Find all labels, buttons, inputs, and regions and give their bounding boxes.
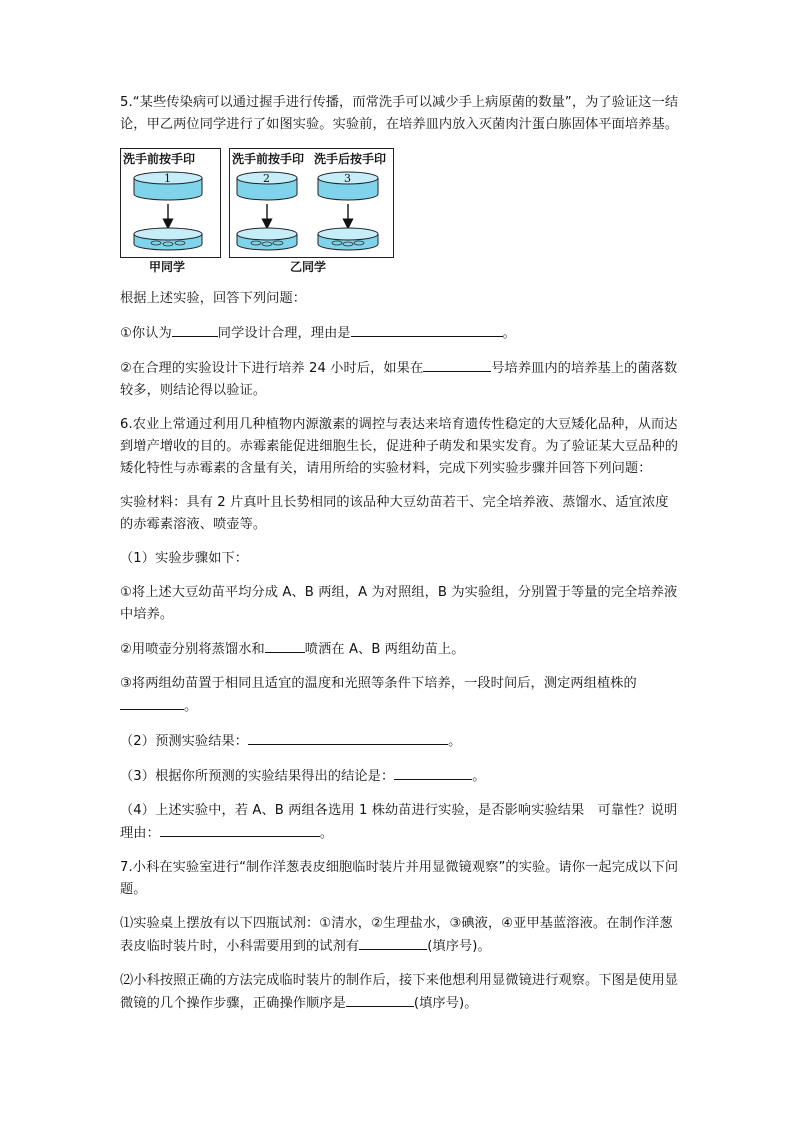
q5-q1-text-b: 同学设计合理，理由是 (217, 326, 351, 341)
q7-intro: 7.小科在实验室进行“制作洋葱表皮细胞临时装片并用显微镜观察”的实验。请你一起完成以下问题。 (120, 860, 679, 897)
q6-p2-text-a: （2）预测实验结果： (120, 734, 249, 749)
q5-q1-blank-reason[interactable] (351, 322, 503, 337)
q6-part-3 (120, 765, 680, 788)
dish-2-number: 2 (263, 172, 270, 185)
q6-step2-blank[interactable] (265, 638, 305, 653)
q6-steps-title: （1）实验步骤如下： (120, 551, 249, 566)
figure-jia-label: 洗手前按手印 (123, 152, 196, 166)
q6-p2-text-b: 。 (448, 734, 462, 749)
dish-drawings (120, 148, 420, 274)
caption-jia: 甲同学 (149, 260, 186, 274)
q6-step-3 (120, 673, 680, 718)
q7-s1-text-a: ⑴实验桌上摆放有以下四瓶试剂：①清水，②生理盐水，③碘液，④亚甲基蓝溶液。在制作洋葱表皮临时装片时，小科需要用到的试剂有 (120, 916, 673, 954)
q6-step-2 (120, 638, 680, 661)
q5-intro: 5.“某些传染病可以通过握手进行传播，而常洗手可以减少手上病原菌的数量”，为了验证这一结论，甲乙两位同学进行了如图实验。实验前，在培养皿内放入灭菌肉汁蛋白胨固体平面培养基。 (120, 95, 679, 132)
dish-1-number: 1 (164, 172, 171, 185)
dish-2 (237, 172, 297, 250)
q7-s1-text-b: (填序号)。 (427, 939, 491, 954)
q5-lead: 根据上述实验，回答下列问题： (120, 291, 307, 306)
worksheet (120, 92, 680, 1027)
caption-yi: 乙同学 (290, 260, 327, 274)
q5-q1-text-a: ①你认为 (120, 326, 172, 341)
q6-step-1: ①将上述大豆幼苗平均分成 A、B 两组，A 为对照组，B 为实验组，分别置于等量的完全培养液中培养。 (120, 585, 678, 622)
dish-1 (134, 172, 202, 250)
q5-q2-text-b: 号培养皿内的培养基上的菌落数较多，则结论得以验证。 (120, 361, 678, 398)
q6-part-4 (120, 800, 680, 845)
q6-p4-blank[interactable] (160, 822, 320, 837)
q6-step3-text-a: ③将两组幼苗置于相同且适宜的温度和光照等条件下培养，一段时间后，测定两组植株的 (120, 676, 637, 691)
q6-step2-text-a: ②用喷壶分别将蒸馏水和 (120, 642, 265, 657)
q6-materials: 实验材料：具有 2 片真叶且长势相同的该品种大豆幼苗若干、完全培养液、蒸馏水、适宜浓度的赤霉素溶液、喷壶等。 (120, 495, 669, 532)
q5-q1-blank-student[interactable] (172, 322, 218, 337)
q7-subquestion-1 (120, 913, 680, 958)
q6-part-2 (120, 730, 680, 753)
q6-p4-text-a: （4）上述实验中，若 A、B 两组各选用 1 株幼苗进行实验，是否影响实验结果 可靠性？说明理由： (120, 803, 678, 841)
q6-p3-text-a: （3）根据你所预测的实验结果得出的结论是： (120, 769, 395, 784)
q7-subquestion-2 (120, 970, 680, 1015)
q6-step3-text-b: 。 (184, 699, 198, 714)
petri-dish-figure (120, 148, 420, 274)
q7-s2-text-b: (填序号)。 (413, 996, 478, 1011)
figure-yi-label-before: 洗手前按手印 (232, 152, 305, 166)
q6-step3-blank[interactable] (120, 695, 184, 710)
dish-3 (318, 172, 378, 250)
q6-step2-text-b: 喷洒在 A、B 两组幼苗上。 (304, 642, 465, 657)
q5-q1-text-c: 。 (502, 326, 516, 341)
q6-p3-text-b: 。 (472, 769, 486, 784)
figure-yi-label-after: 洗手后按手印 (314, 152, 387, 166)
q7-s2-text-a: ⑵小科按照正确的方法完成临时装片的制作后，接下来他想利用显微镜进行观察。下图是使用显微镜的几个操作步骤，正确操作顺序是 (120, 973, 679, 1011)
q5-q2-blank-dish[interactable] (423, 357, 491, 372)
q7-s2-blank[interactable] (346, 992, 414, 1007)
dish-3-number: 3 (344, 172, 351, 185)
q7-s1-blank[interactable] (359, 935, 427, 950)
q6-intro: 6.农业上常通过利用几种植物内源激素的调控与表达来培育遗传性稳定的大豆矮化品种，从而达到增产增收的目的。赤霉素能促进细胞生长，促进种子萌发和果实发育。为了验证某大豆品种的矮化特性与赤霉素的含量有关，请用所给的实验材料，完成下列实验步骤并回答下列问题： (120, 417, 679, 476)
q6-p4-text-b: 。 (319, 826, 334, 841)
q5-q2-text-a: ②在合理的实验设计下进行培养 24 小时后，如果在 (120, 361, 424, 376)
q6-p3-blank[interactable] (394, 765, 472, 780)
q6-p2-blank[interactable] (248, 730, 448, 745)
q5-question-2 (120, 357, 680, 402)
q5-question-1 (120, 322, 680, 345)
